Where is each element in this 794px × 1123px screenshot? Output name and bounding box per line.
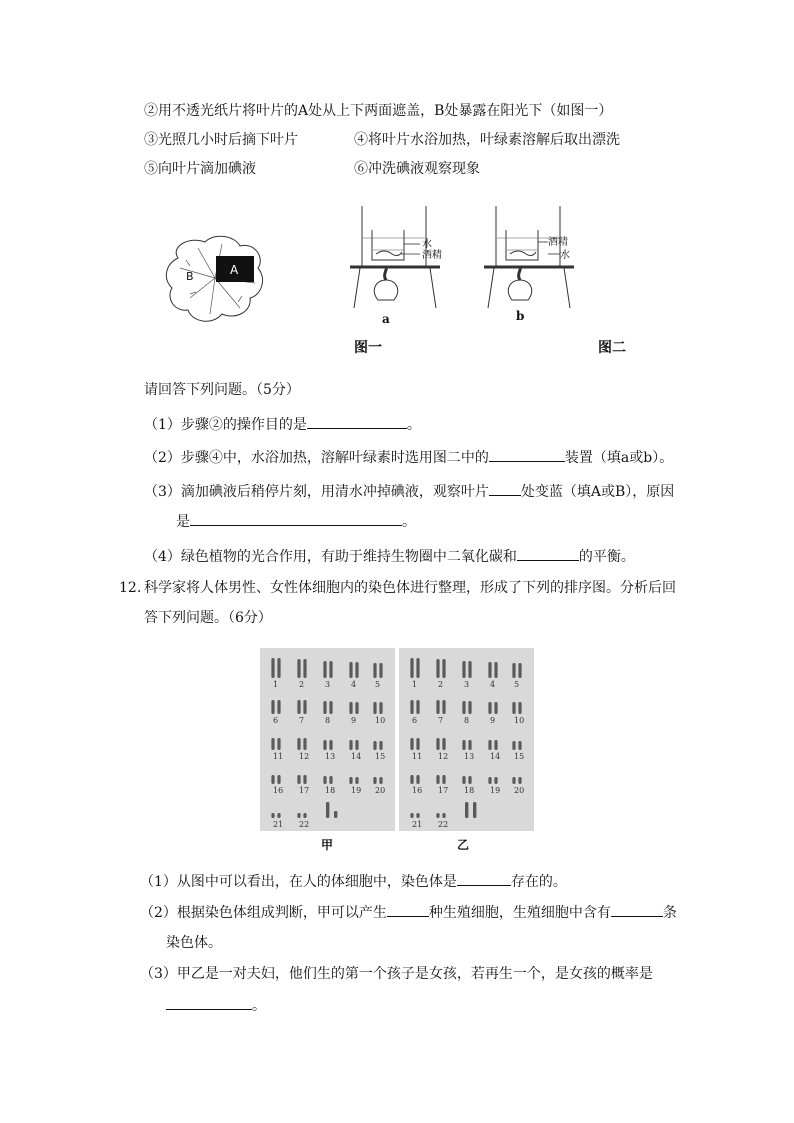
chromosome-number-label: 17 — [438, 786, 449, 795]
chromosome-number-label: 5 — [514, 680, 520, 689]
q12-sub2 — [140, 902, 677, 923]
chromosome-pair — [271, 738, 280, 750]
chromosome-number-label: 1 — [412, 680, 418, 689]
q12-sub2-text: （2）根据染色体组成判断，甲可以产生 — [140, 905, 387, 921]
q12-number: 12. — [119, 580, 142, 596]
chromosome-number-label: 14 — [490, 752, 501, 761]
chromosome-pair — [297, 775, 306, 784]
karyotype-yi-svg — [399, 648, 534, 831]
chromosome-number-label: 6 — [273, 716, 279, 725]
answer-blank-q12-3[interactable] — [166, 995, 252, 1010]
q12-sub3-line2 — [166, 995, 266, 1016]
q11-sub4 — [144, 546, 635, 567]
karyotype-panel-yi — [399, 648, 534, 831]
chromosome-pair — [323, 701, 332, 714]
figure-1-caption: 图一 — [354, 340, 382, 356]
chromosome-pair — [373, 663, 382, 678]
chromosome-pair — [323, 661, 332, 678]
chromosome-number-label: 14 — [351, 752, 362, 761]
chromosome-number-label: 22 — [299, 820, 310, 829]
q12-sub2-line2: 染色体。 — [166, 935, 222, 951]
panel-label-jia: 甲 — [321, 838, 334, 852]
chromosome-pair — [436, 738, 445, 750]
q11-sub4-end: 的平衡。 — [578, 549, 635, 565]
chromosome-pair — [512, 702, 521, 714]
step-5-text: ⑤向叶片滴加碘液 — [144, 161, 256, 177]
chromosome-number-label: 7 — [438, 716, 444, 725]
chromosome-number-label: 8 — [325, 716, 331, 725]
q11-sub3-line2-text: 是 — [176, 514, 190, 530]
chromosome-number-label: 12 — [299, 752, 310, 761]
q11-sub4-text: （4）绿色植物的光合作用，有助于维持生物圈中二氧化碳和 — [144, 549, 517, 565]
apparatus-b-label: b — [516, 309, 525, 323]
chromosome-pair — [349, 740, 358, 750]
chromosome-pair — [297, 813, 306, 818]
chromosome-number-label: 15 — [375, 752, 386, 761]
chromosome-pair — [488, 702, 497, 714]
chromosome-number-label: 16 — [412, 786, 423, 795]
sex-chromosomes — [326, 802, 337, 818]
chromosome-pair — [488, 777, 497, 784]
q11-sub2-text: （2）步骤④中，水浴加热，溶解叶绿素时选用图二中的 — [144, 450, 489, 466]
apparatus-a — [340, 200, 460, 315]
q11-sub3-line2-end: 。 — [402, 514, 416, 530]
chromosome-number-label: 5 — [375, 680, 381, 689]
leaf-label-A: A — [230, 263, 239, 277]
leaf-figure — [160, 228, 270, 328]
apparatus-a-bottom-liquid: 酒精 — [422, 250, 442, 261]
chromosome-pair — [297, 738, 306, 750]
apparatus-a-label: a — [382, 312, 390, 326]
q12-sub1-end: 存在的。 — [510, 874, 567, 890]
step-6-text: ⑥冲洗碘液观察现象 — [354, 161, 480, 177]
chromosome-pair — [436, 775, 445, 784]
chromosome-number-label: 2 — [438, 680, 444, 689]
chromosome-pair — [436, 659, 445, 678]
leaf-label-B: B — [186, 270, 194, 283]
q12-sub3-end: 。 — [252, 998, 266, 1014]
chromosome-pair — [271, 700, 280, 714]
chromosome-pair — [462, 776, 471, 784]
chromosome-number-label: 9 — [490, 716, 496, 725]
chromosome-number-label: 6 — [412, 716, 418, 725]
chromosome-number-label: 19 — [351, 786, 362, 795]
q11-intro: 请回答下列问题。（5分） — [144, 382, 300, 398]
chromosome-pair — [462, 740, 471, 750]
sex-chromosomes — [465, 802, 476, 818]
chromosome-pair — [373, 741, 382, 750]
chromosome-number-label: 1 — [273, 680, 279, 689]
q11-sub2-end: 装置（填a或b）。 — [564, 450, 674, 466]
chromosome-number-label: 20 — [375, 786, 386, 795]
chromosome-number-label: 19 — [490, 786, 501, 795]
chromosome-number-label: 11 — [273, 752, 284, 761]
chromosome-pair — [297, 700, 306, 714]
chromosome-pair — [349, 777, 358, 784]
chromosome-pair — [512, 663, 521, 678]
chromosome-number-label: 18 — [325, 786, 336, 795]
step-2-text: ②用不透光纸片将叶片的A处从上下两面遮盖，B处暴露在阳光下（如图一） — [144, 103, 613, 119]
karyotype-jia-svg — [260, 648, 395, 831]
q11-sub3 — [144, 481, 674, 502]
chromosome-pair — [323, 776, 332, 784]
chromosome-number-label: 13 — [464, 752, 475, 761]
chromosome-number-label: 11 — [412, 752, 423, 761]
q11-sub3-line2 — [176, 511, 416, 532]
karyotype-panel-jia — [260, 648, 395, 831]
chromosome-pair — [323, 740, 332, 750]
chromosome-pair — [410, 738, 419, 750]
chromosome-pair — [462, 661, 471, 678]
chromosome-number-label: 7 — [299, 716, 305, 725]
chromosome-number-label: 12 — [438, 752, 449, 761]
q11-sub1 — [144, 414, 421, 435]
chromosome-number-label: 3 — [325, 680, 331, 689]
chromosome-number-label: 4 — [351, 680, 357, 689]
chromosome-pair — [297, 659, 306, 678]
q12-sub1-text: （1）从图中可以看出，在人的体细胞中，染色体是 — [140, 874, 457, 890]
answer-blank-q12-2b[interactable] — [611, 902, 663, 917]
chromosome-pair — [410, 813, 419, 818]
q11-sub3-text: （3）滴加碘液后稍停片刻，用清水冲掉碘液，观察叶片 — [144, 484, 489, 500]
chromosome-pair — [462, 701, 471, 714]
chromosome-pair — [410, 775, 419, 784]
apparatus-b-top-liquid: 酒精 — [548, 237, 568, 248]
q12-stem-line2: 答下列问题。（6分） — [144, 610, 272, 626]
chromosome-pair — [373, 777, 382, 784]
chromosome-pair — [349, 702, 358, 714]
q11-sub1-text: （1）步骤②的操作目的是 — [144, 417, 307, 433]
answer-blank-q11-4[interactable] — [517, 546, 579, 561]
chromosome-pair — [436, 813, 445, 818]
chromosome-number-label: 10 — [514, 716, 525, 725]
answer-blank-q11-2[interactable] — [489, 447, 565, 462]
chromosome-number-label: 13 — [325, 752, 336, 761]
answer-blank-q11-1[interactable] — [307, 414, 407, 429]
q12-sub1 — [140, 871, 567, 892]
chromosome-number-label: 8 — [464, 716, 470, 725]
chromosome-pair — [410, 658, 419, 678]
chromosome-pair — [271, 775, 280, 784]
panel-label-yi: 乙 — [457, 838, 470, 852]
chromosome-number-label: 2 — [299, 680, 305, 689]
answer-blank-q12-2a[interactable] — [387, 902, 429, 917]
step-3-text: ③光照几小时后摘下叶片 — [144, 132, 298, 148]
chromosome-number-label: 4 — [490, 680, 496, 689]
apparatus-b-bottom-liquid: 水 — [560, 250, 570, 261]
chromosome-number-label: 21 — [273, 820, 284, 829]
chromosome-number-label: 20 — [514, 786, 525, 795]
chromosome-pair — [271, 658, 280, 678]
answer-blank-q12-1[interactable] — [457, 871, 511, 886]
chromosome-number-label: 9 — [351, 716, 357, 725]
chromosome-pair — [488, 662, 497, 678]
chromosome-pair — [410, 700, 419, 714]
figure-2-caption: 图二 — [598, 340, 626, 356]
q11-sub3-mid: 处变蓝（填A或B），原因 — [520, 484, 675, 500]
q12-sub2-mid: 种生殖细胞，生殖细胞中含有 — [428, 905, 611, 921]
chromosome-number-label: 3 — [464, 680, 470, 689]
q11-sub1-end: 。 — [406, 417, 421, 433]
chromosome-number-label: 18 — [464, 786, 475, 795]
chromosome-number-label: 21 — [412, 820, 423, 829]
chromosome-pair — [436, 700, 445, 714]
answer-blank-q11-3a[interactable] — [489, 481, 521, 496]
apparatus-a-top-liquid: 水 — [422, 239, 432, 250]
answer-blank-q11-3b[interactable] — [190, 511, 402, 526]
q11-sub2 — [144, 447, 673, 468]
chromosome-pair — [512, 777, 521, 784]
chromosome-number-label: 16 — [273, 786, 284, 795]
chromosome-pair — [349, 662, 358, 678]
apparatus-b — [478, 200, 598, 315]
step-4-text: ④将叶片水浴加热，叶绿素溶解后取出漂洗 — [354, 132, 620, 148]
chromosome-number-label: 10 — [375, 716, 386, 725]
chromosome-pair — [488, 740, 497, 750]
q12-sub2-end: 条 — [662, 905, 677, 921]
chromosome-number-label: 22 — [438, 820, 449, 829]
q12-stem-line1: 科学家将人体男性、女性体细胞内的染色体进行整理，形成了下列的排序图。分析后回 — [144, 580, 676, 596]
chromosome-number-label: 15 — [514, 752, 525, 761]
q12-sub3: （3）甲乙是一对夫妇，他们生的第一个孩子是女孩，若再生一个，是女孩的概率是 — [140, 966, 653, 982]
chromosome-pair — [512, 741, 521, 750]
chromosome-pair — [271, 813, 280, 818]
chromosome-number-label: 17 — [299, 786, 310, 795]
chromosome-pair — [373, 702, 382, 714]
